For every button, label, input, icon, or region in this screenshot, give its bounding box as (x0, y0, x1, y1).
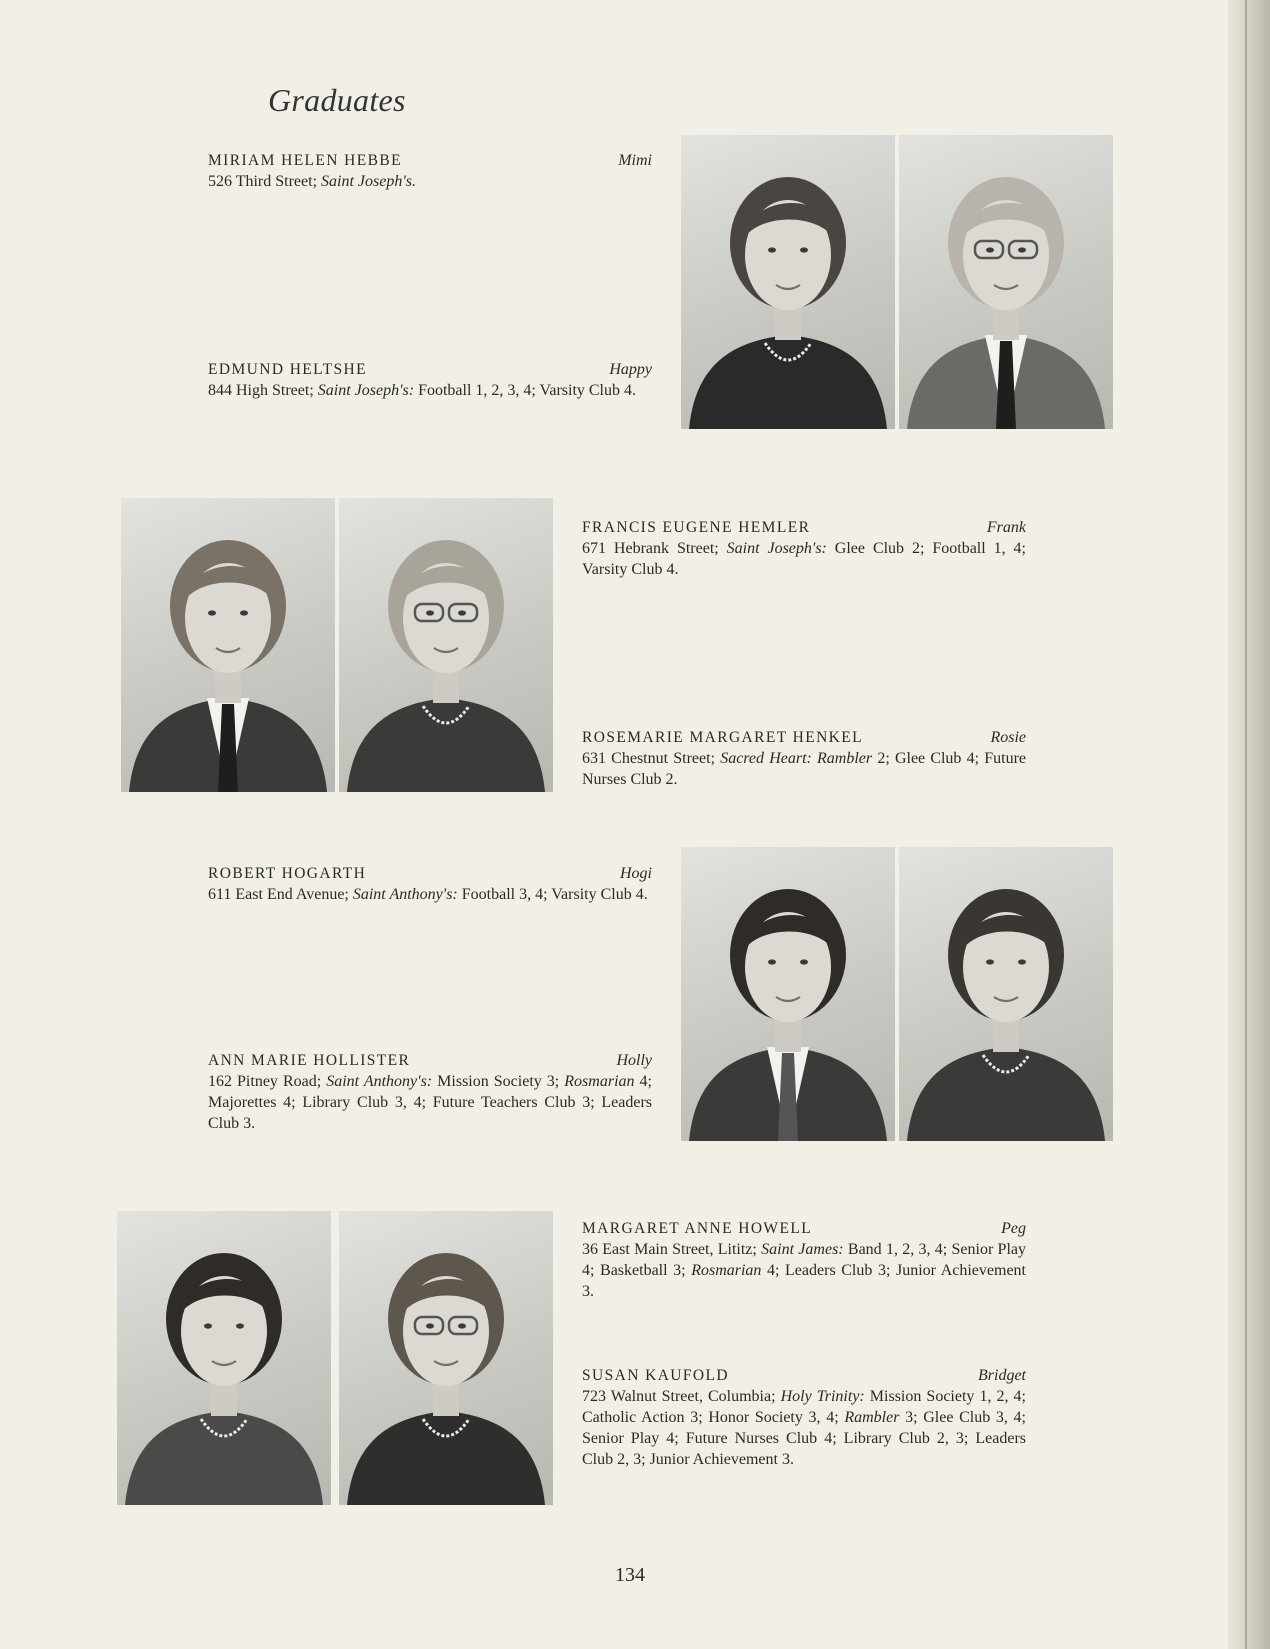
graduate-details: 844 High Street; Saint Joseph's: Football 1, 2, 3, 4; Varsity Club 4. (208, 382, 636, 399)
graduate-entry (582, 1365, 1026, 1470)
graduate-name: FRANCIS EUGENE HEMLER (582, 519, 811, 536)
graduate-entry (208, 1050, 652, 1134)
portrait-photo (121, 498, 335, 792)
graduate-details: 723 Walnut Street, Columbia; Holy Trinity: Mission Society 1, 2, 4; Catholic Action 3; Honor Society 3, 4; Rambler 3; Glee Club 3, 4; Senior Play 4; Future Nurses Club 4; Library Club 2, 3; Leaders Club 2, 3; Junior Achievement 3. (582, 1388, 1026, 1468)
page-edge-line (1245, 0, 1247, 1649)
graduate-name: ROSEMARIE MARGARET HENKEL (582, 729, 863, 746)
graduate-entry (208, 863, 652, 905)
graduate-nickname: Rosie (990, 729, 1026, 746)
graduate-name: ANN MARIE HOLLISTER (208, 1052, 411, 1069)
portrait-photo (339, 498, 553, 792)
portrait-photo (899, 135, 1113, 429)
graduate-nickname: Mimi (618, 152, 652, 169)
portrait-photo (681, 847, 895, 1141)
graduate-entry (582, 517, 1026, 580)
book-gutter (1228, 0, 1270, 1649)
graduate-entry (582, 1218, 1026, 1302)
page-number: 134 (615, 1564, 645, 1586)
graduate-details: 631 Chestnut Street; Sacred Heart: Rambler 2; Glee Club 4; Future Nurses Club 2. (582, 750, 1027, 788)
graduate-name: EDMUND HELTSHE (208, 361, 367, 378)
section-title: Graduates (268, 82, 406, 118)
graduate-name: SUSAN KAUFOLD (582, 1367, 729, 1384)
graduate-details: 162 Pitney Road; Saint Anthony's: Mission Society 3; Rosmarian 4; Majorettes 4; Library Club 3, 4; Future Teachers Club 3; Leaders Club 3. (208, 1073, 652, 1132)
portrait-photo (339, 1211, 553, 1505)
graduate-details: 36 East Main Street, Lititz; Saint James: Band 1, 2, 3, 4; Senior Play 4; Basketball 3; Rosmarian 4; Leaders Club 3; Junior Achievement 3. (582, 1241, 1027, 1300)
portrait-photo (681, 135, 895, 429)
graduate-name: ROBERT HOGARTH (208, 865, 367, 882)
graduate-details: 611 East End Avenue; Saint Anthony's: Football 3, 4; Varsity Club 4. (208, 886, 648, 903)
graduate-nickname: Peg (1001, 1220, 1026, 1237)
graduate-name: MIRIAM HELEN HEBBE (208, 152, 402, 169)
graduate-entry (208, 359, 652, 401)
graduate-entry (582, 727, 1026, 790)
graduate-nickname: Happy (609, 361, 652, 378)
graduate-nickname: Hogi (620, 865, 652, 882)
graduate-name: MARGARET ANNE HOWELL (582, 1220, 813, 1237)
graduate-details: 671 Hebrank Street; Saint Joseph's: Glee Club 2; Football 1, 4; Varsity Club 4. (582, 540, 1026, 578)
portrait-photo (117, 1211, 331, 1505)
graduate-nickname: Holly (616, 1052, 652, 1069)
graduate-nickname: Frank (986, 519, 1026, 536)
portrait-photo (899, 847, 1113, 1141)
graduate-nickname: Bridget (978, 1367, 1026, 1384)
graduate-entry (208, 150, 652, 192)
graduate-details: 526 Third Street; Saint Joseph's. (208, 173, 416, 190)
